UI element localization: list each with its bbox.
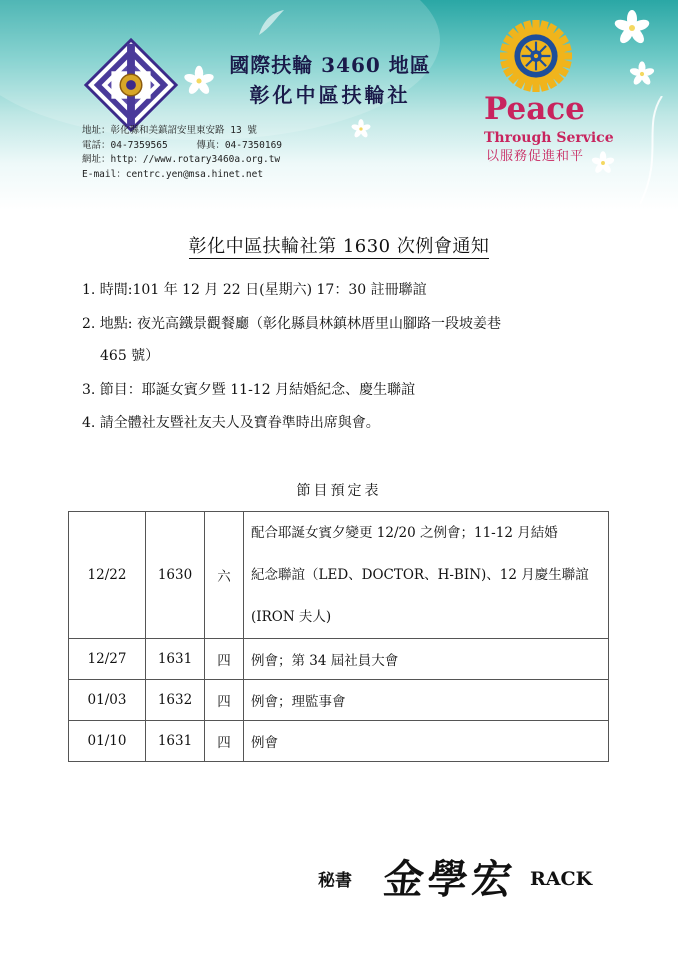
signature-role: 秘書 xyxy=(318,871,352,891)
phone: 電話：04-7359565 xyxy=(82,139,168,151)
club-name: 彰化中區扶輪社 xyxy=(249,83,411,107)
table-row xyxy=(69,721,609,762)
vine-icon xyxy=(636,96,666,206)
row-meeting-number: 1632 xyxy=(146,680,205,721)
signature-name: 金學宏 xyxy=(381,856,519,903)
flower-icon xyxy=(628,60,656,88)
club-title xyxy=(210,50,450,110)
row-weekday: 四 xyxy=(205,639,244,680)
row-weekday: 六 xyxy=(205,512,244,639)
notice-item-location-cont: 465 號） xyxy=(100,348,160,364)
theme-subtitle: Through Service xyxy=(484,130,614,146)
flower-icon xyxy=(350,118,372,140)
row-description: 例會；第 34 屆社員大會 xyxy=(244,639,609,680)
row-description: 例會 xyxy=(244,721,609,762)
phone-fax-line xyxy=(82,139,282,154)
leaf-icon xyxy=(256,8,286,38)
row-weekday: 四 xyxy=(205,721,244,762)
notice-item-attendance: 4. 請全體社友暨社友夫人及寶眷準時出席與會。 xyxy=(82,415,380,431)
rotary-wheel-icon xyxy=(500,20,572,92)
row-description: 例會；理監事會 xyxy=(244,680,609,721)
row-meeting-number: 1631 xyxy=(146,721,205,762)
table-row xyxy=(69,639,609,680)
notice-title xyxy=(0,232,678,258)
schedule-table xyxy=(68,511,609,762)
contact-info xyxy=(82,124,282,182)
notice-title-text: 彰化中區扶輪社第 1630 次例會通知 xyxy=(188,236,490,257)
row-description xyxy=(244,512,609,639)
district-title: 國際扶輪 3460 地區 xyxy=(229,53,431,77)
theme-peace: Peace xyxy=(484,91,585,127)
club-logo xyxy=(82,36,180,134)
header-banner xyxy=(0,0,678,210)
schedule-caption: 節目預定表 xyxy=(296,483,382,499)
notice-item-location: 2. 地點: 夜光高鐵景觀餐廳（彰化縣員林鎮林厝里山腳路一段坡姜巷 xyxy=(82,316,501,332)
row-description-line: 配合耶誕女賓夕變更 12/20 之例會；11-12 月結婚 xyxy=(251,525,558,541)
notice-item-time: 1. 時間:101 年 12 月 22 日(星期六) 17：30 註冊聯誼 xyxy=(82,282,427,298)
row-date: 01/03 xyxy=(69,680,146,721)
row-date: 01/10 xyxy=(69,721,146,762)
row-description-line: (IRON 夫人) xyxy=(251,609,332,625)
row-date: 12/22 xyxy=(69,512,146,639)
row-weekday: 四 xyxy=(205,680,244,721)
email: E-mail：centrc.yen@msa.hinet.net xyxy=(82,168,264,180)
flower-icon xyxy=(590,150,616,176)
signature-english: RACK xyxy=(530,868,593,890)
row-description-line: 紀念聯誼（LED、DOCTOR、H-BIN)、12 月慶生聯誼 xyxy=(251,567,589,583)
notice-item-program: 3. 節目：耶誕女賓夕暨 11-12 月結婚紀念、慶生聯誼 xyxy=(82,382,416,398)
table-row xyxy=(69,512,609,639)
address: 地址：彰化縣和美鎮詔安里東安路 13 號 xyxy=(82,125,257,136)
website: 網址：http：//www.rotary3460a.org.tw xyxy=(82,154,281,165)
fax: 傳真：04-7350169 xyxy=(196,139,283,151)
flower-icon xyxy=(612,8,652,48)
row-meeting-number: 1630 xyxy=(146,512,205,639)
theme-chinese: 以服務促進和平 xyxy=(486,149,585,164)
row-date: 12/27 xyxy=(69,639,146,680)
row-meeting-number: 1631 xyxy=(146,639,205,680)
table-row xyxy=(69,680,609,721)
